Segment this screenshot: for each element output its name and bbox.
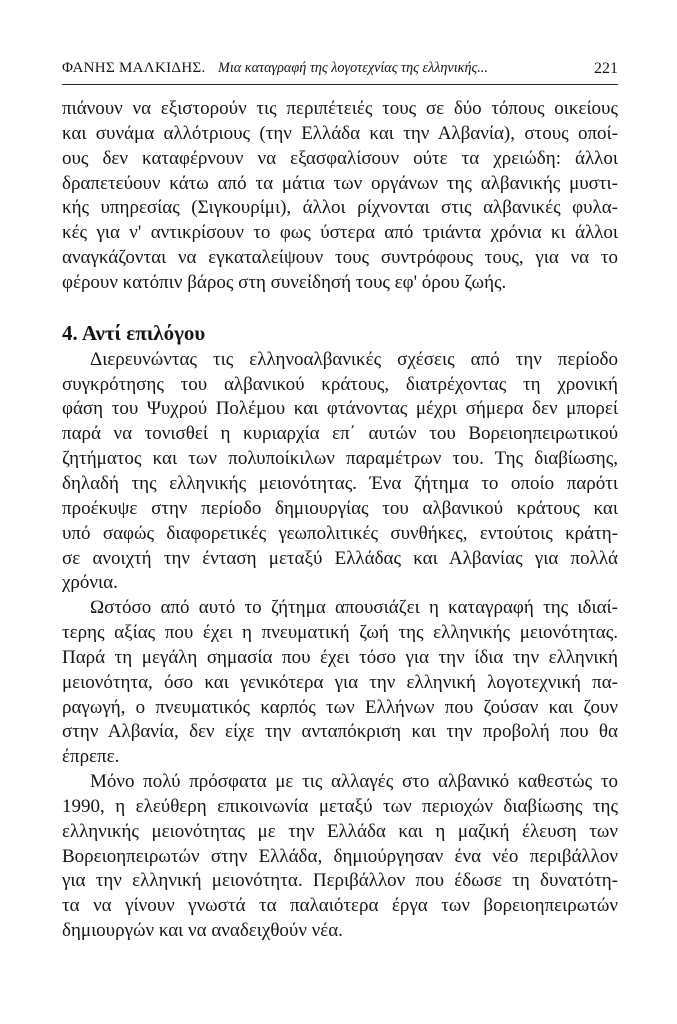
text-line: στην Αλβανία, δεν είχε την ανταπόκριση και την προβολή που θα: [62, 721, 618, 743]
text-line: δηλαδή της ελληνικής μειονότητας. Ένα ζήτημα το οποίο παρότι: [62, 472, 618, 494]
text-line: έπρεπε.: [62, 746, 120, 768]
text-line: και συνάμα αλλότριους (την Ελλάδα και την Αλβανία), στους οποί-: [62, 122, 618, 144]
text-line: σε ανοιχτή την ένταση μεταξύ Ελλάδας και Αλβανίας για πολλά: [62, 547, 618, 569]
text-line: προέκυψε στην περίοδο δημιουργίας του αλβανικού κράτους και: [62, 497, 618, 519]
text-line: τερης αξίας που έχει η πνευματική ζωή της ελληνικής μειονότητας.: [62, 622, 618, 644]
text-line: πιάνουν να εξιστορούν τις περιπέτειές τους σε δύο τόπους οικείους: [62, 98, 618, 119]
header-subtitle: Μια καταγραφή της λογοτεχνίας της ελληνικής...: [218, 60, 488, 76]
section-spacer: [62, 296, 618, 318]
text-line: αναγκάζονται να εγκαταλείψουν τους συντρόφους τους, για να το: [62, 247, 618, 269]
text-line: χρόνια.: [62, 572, 118, 594]
text-line: Διερευνώντας τις ελληνοαλβανικές σχέσεις από την περίοδο: [90, 348, 618, 370]
text-line: ους δεν καταφέρνουν να εξασφαλίσουν ούτε τα χρειώδη: άλλοι: [62, 147, 618, 169]
paragraph-3: [62, 770, 618, 944]
text-line: δραπετεύουν κάτω από τα μάτια των οργάνων της αλβανικής μυστι-: [62, 172, 618, 194]
text-line: Ωστόσο από αυτό το ζήτημα απουσιάζει η καταγραφή της ιδιαί-: [90, 597, 618, 619]
text-line: φέρουν κατόπιν βάρος στη συνείδησή τους εφ' όρου ζωής.: [62, 271, 507, 293]
text-line: φάση του Ψυχρού Πολέμου και φτάνοντας μέχρι σήμερα δεν μπορεί: [62, 398, 618, 420]
text-line: Βορειοηπειρωτών στην Ελλάδα, δημιούργησαν ένα νέο περιβάλλον: [62, 845, 618, 867]
page-body: [62, 97, 618, 944]
text-line: τα να γίνουν γνωστά τα παλαιότερα έργα των βορειοηπειρωτών: [62, 895, 618, 917]
text-line: παρά να τονισθεί η κυριαρχία επ΄ αυτών του Βορειοηπειρωτικού: [62, 423, 618, 445]
header-author: ΦΑΝΗΣ ΜΑΛΚΙΔΗΣ.: [62, 60, 206, 76]
section-heading: 4. Αντί επιλόγου: [62, 320, 206, 345]
text-line: ελληνικής μειονότητας με την Ελλάδα και η μαζική έλευση των: [62, 820, 618, 842]
paragraph-2: [62, 596, 618, 770]
text-line: κής υπηρεσίας (Σιγκουρίμι), άλλοι ρίχνονται στις αλβανικές φυλα-: [62, 197, 618, 219]
text-line: ραγωγή, ο πνευματικός καρπός των Ελλήνων που ζούσαν και ζουν: [62, 696, 618, 718]
text-line: Παρά τη μεγάλη σημασία που έχει τόσο για την ίδια την ελληνική: [62, 646, 618, 668]
page-number: 221: [594, 60, 618, 77]
text-line: ζητήματος και των πολυποίκιλων παραμέτρων του. Της διαβίωσης,: [62, 448, 618, 470]
text-line: 1990, η ελεύθερη επικοινωνία μεταξύ των περιοχών διαβίωσης της: [62, 795, 618, 817]
text-line: συγκρότησης του αλβανικού κράτους, διατρέχοντας τη χρονική: [62, 373, 618, 395]
running-header: [62, 58, 618, 85]
opening-paragraph: [62, 97, 618, 296]
text-line: Μόνο πολύ πρόσφατα με τις αλλαγές στο αλβανικό καθεστώς το: [90, 771, 618, 793]
text-line: για την ελληνική μειονότητα. Περιβάλλον που έδωσε τη δυνατότη-: [62, 870, 618, 892]
paragraph-1: [62, 348, 618, 596]
text-line: δημιουργών και να αναδειχθούν νέα.: [62, 920, 343, 942]
text-line: υπό σαφώς διαφορετικές γεωπολιτικές συνθήκες, εντούτοις κράτη-: [62, 522, 618, 544]
text-line: μειονότητα, όσο και γενικότερα για την ελληνική λογοτεχνική πα-: [62, 671, 618, 693]
text-line: κές για ν' αντικρίσουν το φως ύστερα από τριάντα χρόνια κι άλλοι: [62, 222, 618, 244]
